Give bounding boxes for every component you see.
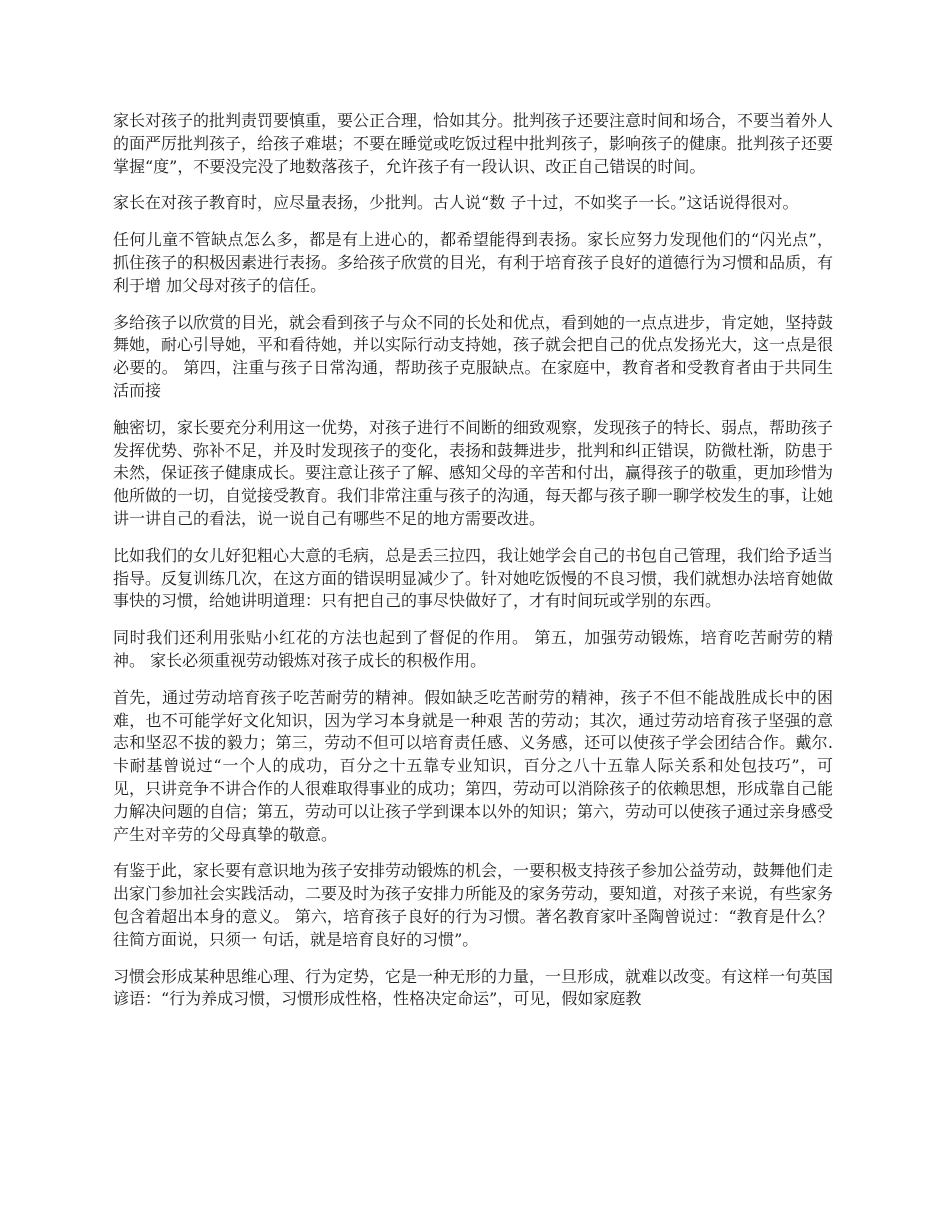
paragraph: 家长对孩子的批判责罚要慎重，要公正合理，恰如其分。批判孩子还要注意时间和场合，不要当着外人的面严厉批判孩子，给孩子难堪；不要在睡觉或吃饭过程中批判孩子，影响孩子的健康。批判孩子还要掌握“度”，不要没完没了地数落孩子，允许孩子有一段认识、改正自己错误的时间。 <box>113 111 834 176</box>
paragraph: 首先，通过劳动培育孩子吃苦耐劳的精神。假如缺乏吃苦耐劳的精神，孩子不但不能战胜成长中的困难，也不可能学好文化知识，因为学习本身就是一种艰 苦的劳动；其次，通过劳动培育孩子坚强的意志和坚忍不拔的毅力；第三，劳动不但可以培育责任感、义务感，还可以使孩子学会团结合作。戴尔.卡耐基曾说过“一个人的成功，百分之十五靠专业知识，百分之八十五靠人际关系和处包技巧”，可见，只讲竞争不讲合作的人很难取得事业的成功；第四，劳动可以消除孩子的依赖思想，形成靠自己能力解决问题的自信；第五，劳动可以让孩子学到课本以外的知识；第六，劳动可以使孩子通过亲身感受产生对辛劳的父母真挚的敬意。 <box>113 687 834 844</box>
paragraph: 有鉴于此，家长要有意识地为孩子安排劳动锻炼的机会，一要积极支持孩子参加公益劳动，鼓舞他们走出家门参加社会实践活动，二要及时为孩子安排力所能及的家务劳动，要知道，对孩子来说，有些家务包含着超出本身的意义。 第六，培育孩子良好的行为习惯。著名教育家叶圣陶曾说过：“教育是什么？往简方面说，只须一 句话，就是培育良好的习惯”。 <box>113 861 834 949</box>
document-body <box>113 110 833 1025</box>
paragraph: 多给孩子以欣赏的目光，就会看到孩子与众不同的长处和优点，看到她的一点点进步，肯定她，坚持鼓舞她，耐心引导她，平和看待她，并以实际行动支持她，孩子就会把自己的优点发扬光大，这一点是很必要的。 第四，注重与孩子日常沟通，帮助孩子克服缺点。在家庭中，教育者和受教育者由于共同生活而接 <box>113 312 834 400</box>
paragraph: 同时我们还利用张贴小红花的方法也起到了督促的作用。 第五，加强劳动锻炼，培育吃苦耐劳的精神。 家长必须重视劳动锻炼对孩子成长的积极作用。 <box>113 628 833 670</box>
paragraph: 习惯会形成某种思维心理、行为定势，它是一种无形的力量，一旦形成，就难以改变。有这样一句英国谚语：“行为养成习惯，习惯形成性格，性格决定命运”，可见，假如家庭教 <box>113 966 834 1009</box>
paragraph: 比如我们的女儿好犯粗心大意的毛病，总是丢三拉四，我让她学会自己的书包自己管理，我们给予适当指导。反复训练几次，在这方面的错误明显减少了。针对她吃饭慢的不良习惯，我们就想办法培育她做事快的习惯，给她讲明道理：只有把自己的事尽快做好了，才有时间玩或学别的东西。 <box>113 545 834 611</box>
paragraph: 触密切，家长要充分利用这一优势，对孩子进行不间断的细致观察，发现孩子的特长、弱点，帮助孩子发挥优势、弥补不足，并及时发现孩子的变化，表扬和鼓舞进步，批判和纠正错误，防微杜渐，防患于未然，保证孩子健康成长。要注意让孩子了解、感知父母的辛苦和付出，赢得孩子的敬重，更加珍惜为他所做的一切，自觉接受教育。我们非常注重与孩子的沟通，每天都与孩子聊一聊学校发生的事，让她讲一讲自己的看法，说一说自己有哪些不足的地方需要改进。 <box>113 417 834 528</box>
paragraph: 任何儿童不管缺点怎么多，都是有上进心的，都希望能得到表扬。家长应努力发现他们的“闪光点”，抓住孩子的积极因素进行表扬。多给孩子欣赏的目光，有利于培育孩子良好的道德行为习惯和品质，有利于增 加父母对孩子的信任。 <box>113 230 834 295</box>
paragraph: 家长在对孩子教育时，应尽量表扬，少批判。古人说“数 子十过，不如奖子一长。”这话说得很对。 <box>113 193 799 213</box>
